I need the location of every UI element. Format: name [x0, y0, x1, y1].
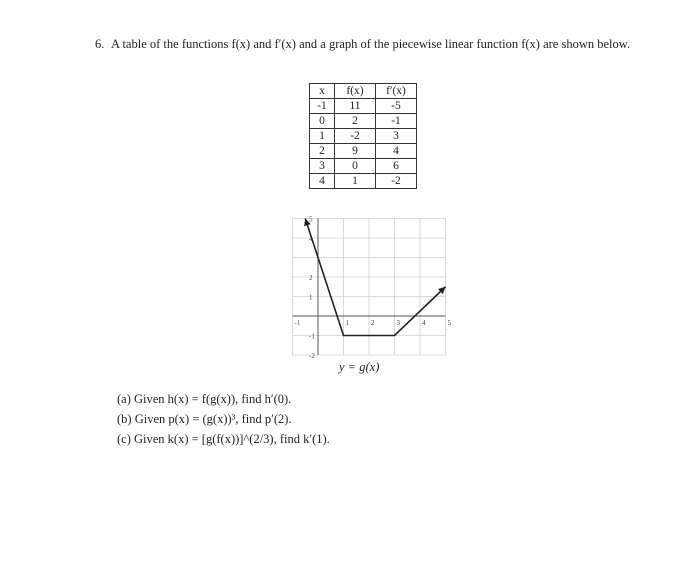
cell-x: -1: [310, 99, 335, 114]
cell-fx: 11: [335, 99, 376, 114]
table-row: [310, 174, 417, 189]
table-row: [310, 159, 417, 174]
cell-x: 1: [310, 129, 335, 144]
table-row: [310, 144, 417, 159]
y-tick-label: -1: [309, 332, 315, 341]
cell-fx: 0: [335, 159, 376, 174]
y-tick-label: 1: [309, 293, 313, 302]
cell-x: 0: [310, 114, 335, 129]
cell-fpx: -2: [376, 174, 417, 189]
problem-number: 6.: [95, 37, 105, 51]
cell-fpx: 3: [376, 129, 417, 144]
part-label: (c): [117, 432, 131, 446]
part-b: [117, 409, 330, 429]
table-header-row: [310, 84, 417, 99]
cell-x: 4: [310, 174, 335, 189]
x-tick-label: 4: [422, 319, 426, 327]
y-tick-label: 2: [309, 274, 313, 282]
cell-fx: 9: [335, 144, 376, 159]
cell-x: 3: [310, 159, 335, 174]
problem-statement: [95, 36, 635, 53]
x-tick-label: 3: [396, 319, 400, 327]
x-tick-label: 2: [371, 319, 375, 327]
y-tick-label: 4: [309, 235, 313, 243]
part-label: (b): [117, 412, 132, 426]
cell-fx: -2: [335, 129, 376, 144]
function-table: [309, 83, 417, 189]
y-tick-label: 5: [309, 215, 313, 224]
table-row: [310, 129, 417, 144]
y-tick-label: -2: [309, 352, 315, 360]
part-c: [117, 429, 330, 449]
cell-x: 2: [310, 144, 335, 159]
cell-fpx: -5: [376, 99, 417, 114]
problem-text: A table of the functions f(x) and f′(x) and a graph of the piecewise linear function f(x) are shown below.: [111, 37, 631, 51]
part-text: Given p(x) = (g(x))³, find p′(2).: [134, 412, 292, 426]
x-tick-label: 5: [447, 319, 451, 327]
question-parts: [117, 389, 330, 449]
part-label: (a): [117, 392, 131, 406]
cell-fpx: -1: [376, 114, 417, 129]
x-tick-label: 1: [345, 319, 349, 327]
header-fpx: f′(x): [376, 84, 417, 99]
header-x: x: [310, 84, 335, 99]
cell-fx: 2: [335, 114, 376, 129]
part-text: Given k(x) = [g(f(x))]^(2/3), find k′(1).: [134, 432, 330, 446]
part-a: [117, 389, 330, 409]
part-text: Given h(x) = f(g(x)), find h′(0).: [134, 392, 292, 406]
table-row: [310, 114, 417, 129]
graph-caption: y = g(x): [339, 360, 380, 374]
cell-fpx: 6: [376, 159, 417, 174]
graph-of-g: [276, 205, 456, 360]
cell-fx: 1: [335, 174, 376, 189]
header-fx: f(x): [335, 84, 376, 99]
x-tick-label: -1: [294, 319, 301, 327]
table-row: [310, 99, 417, 114]
cell-fpx: 4: [376, 144, 417, 159]
